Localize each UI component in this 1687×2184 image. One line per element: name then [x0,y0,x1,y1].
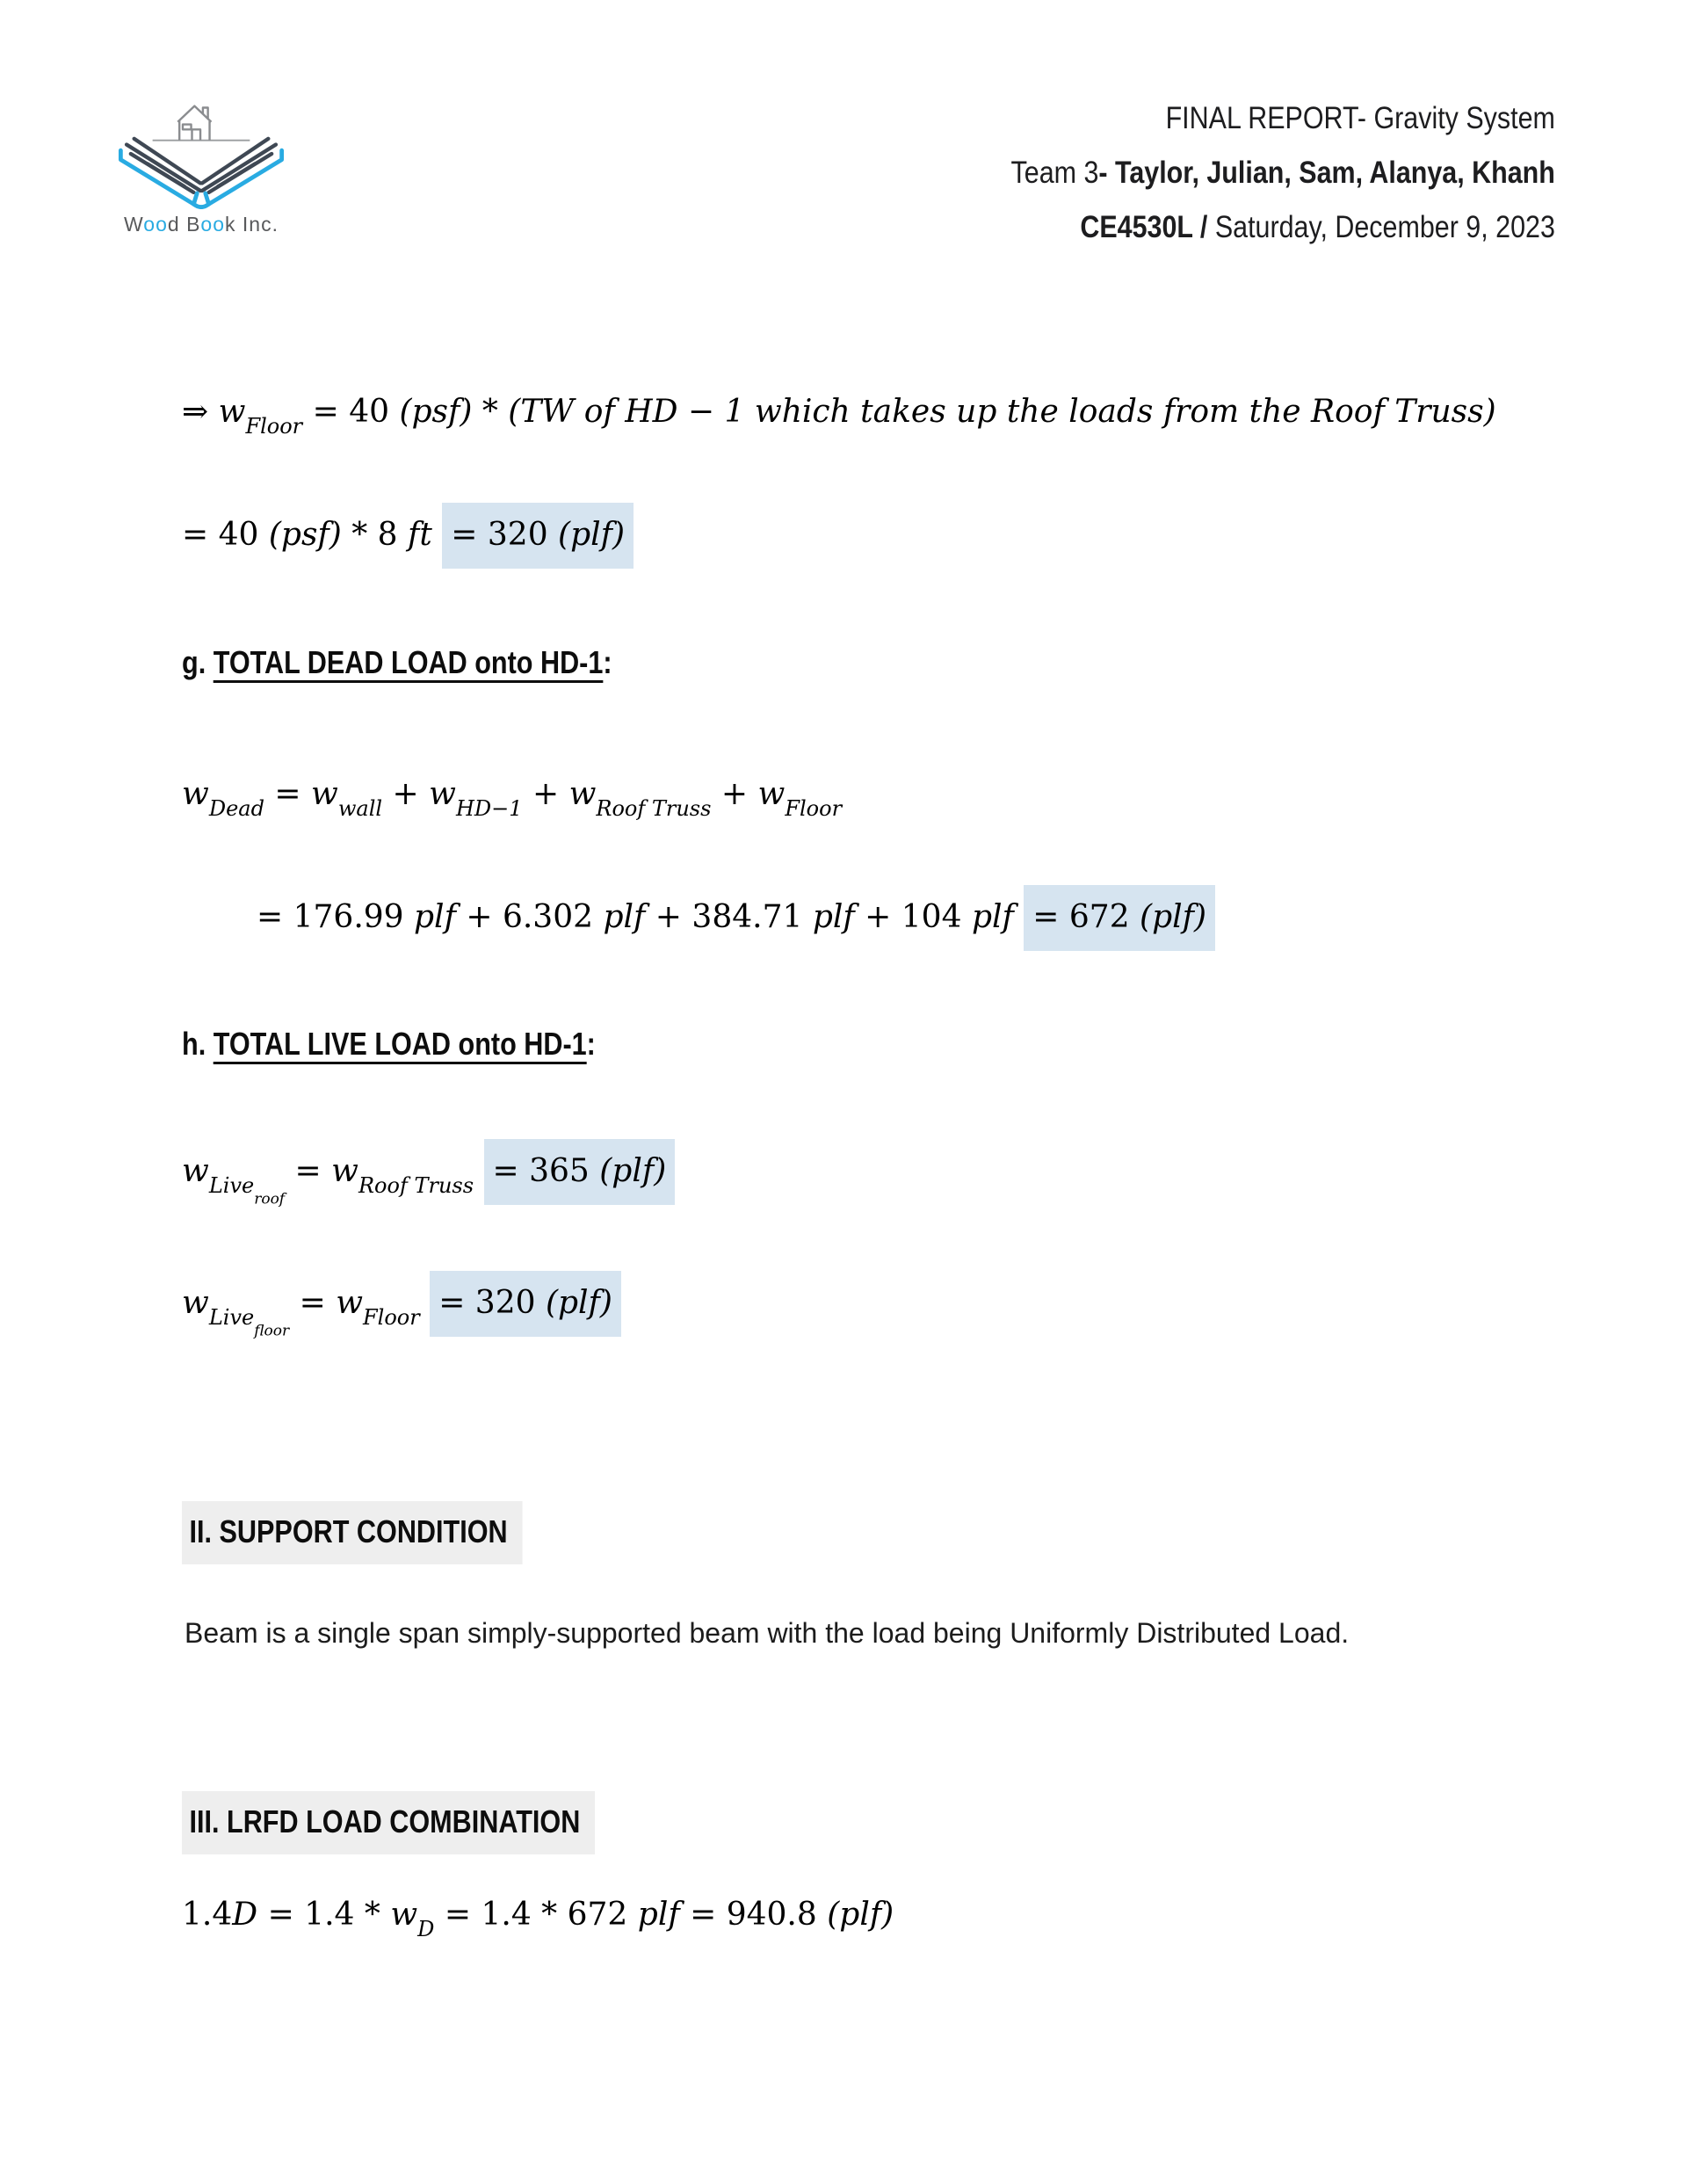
equation-segment: w [311,776,338,812]
equation-segment: = 40 [182,517,269,553]
equation-segment: Roof Truss [358,1173,474,1199]
equation-segment: = 1.4 * [257,1897,391,1933]
lrfd-combination-equation [182,1897,894,1941]
equation-segment: = 365 [492,1153,600,1189]
equation-segment: plf [637,1897,680,1933]
equation-segment: w [182,1285,209,1321]
equation-segment: (psf) [399,394,473,430]
equation-segment: wall [337,796,383,822]
equation-segment: = [289,1285,337,1321]
highlighted-result [484,1139,676,1205]
equation-segment: Floor [245,414,303,439]
equation-segment: floor [254,1322,290,1340]
equation-segment: = 40 [302,394,400,430]
equation-segment: (plf) [545,1285,612,1321]
logo-letter: k Inc. [225,213,279,236]
logo-letter: W [124,213,144,236]
equation-segment: + 6.302 [455,899,604,935]
equation-segment: Floor [785,796,843,822]
equation-segment: = 1.4 * 672 [434,1897,638,1933]
equation-segment: = [264,776,312,812]
report-title: FINAL REPORT- Gravity System [1165,101,1555,135]
equation-segment: Live [208,1305,255,1331]
team-line: Team 3- Taylor, Julian, Sam, Alanya, Khanh [1010,156,1555,190]
support-condition-heading: II. SUPPORT CONDITION [182,1501,523,1564]
equation-segment: = [285,1153,332,1189]
equation-segment: D [232,1897,258,1933]
logo-letter: d B [167,213,201,236]
equation-segment: 1.4 [182,1897,233,1933]
equation-segment: + [522,776,569,812]
equation-segment: plf [603,899,646,935]
equation-segment: D [417,1917,435,1942]
equation-segment [474,1153,483,1189]
highlighted-result [1024,885,1215,951]
equation-segment: w [390,1897,418,1933]
live-roof-equation [182,1153,675,1208]
equation-segment: (TW of HD − 1 which takes up the loads from the Roof Truss) [508,394,1496,430]
company-logo [107,98,295,236]
equation-segment: w [182,1153,209,1189]
logo-letter: oo [143,213,168,236]
floor-load-equation [182,394,1496,439]
equation-segment: + [382,776,430,812]
equation-segment: (plf) [558,517,626,553]
equation-segment: (plf) [827,1897,894,1933]
equation-segment: = 940.8 [679,1897,828,1933]
equation-segment: w [757,776,786,812]
equation-segment: Dead [208,796,264,822]
equation-segment: = 176.99 [257,899,415,935]
live-floor-equation [182,1285,621,1340]
equation-segment: w [331,1153,358,1189]
equation-segment: roof [254,1190,286,1208]
equation-segment [420,1285,430,1321]
dead-load-total-equation [257,899,1215,935]
equation-segment: (plf) [599,1153,667,1189]
equation-segment: w [568,776,597,812]
floor-load-value-equation [182,517,634,553]
equation-segment: Roof Truss [596,796,712,822]
equation-segment [432,517,442,553]
equation-segment: plf [414,899,456,935]
course-date-line: CE4530L / Saturday, December 9, 2023 [1080,210,1555,244]
equation-segment: plf [812,899,855,935]
equation-segment: w [182,776,209,812]
equation-segment: + 104 [854,899,972,935]
equation-segment [1014,899,1024,935]
equation-segment: plf [971,899,1014,935]
equation-segment: w [336,1285,364,1321]
equation-segment: w [429,776,456,812]
dead-load-heading: g. TOTAL DEAD LOAD onto HD-1: [182,644,612,680]
equation-segment: ⇒ [182,394,219,430]
logo-letter: oo [200,213,226,236]
highlighted-result [430,1271,621,1337]
equation-segment: * 8 [341,517,409,553]
equation-segment: w [218,394,246,430]
equation-segment: + [711,776,758,812]
lrfd-combination-heading: III. LRFD LOAD COMBINATION [182,1791,595,1854]
logo-company-name [107,213,295,236]
highlighted-result [442,503,634,569]
equation-segment: Floor [363,1305,420,1331]
equation-segment: = 320 [451,517,559,553]
support-condition-text: Beam is a single span simply-supported beam with the load being Uniformly Distributed Load. [185,1617,1350,1649]
equation-segment: ft [408,517,432,553]
equation-segment: (plf) [1140,899,1207,935]
equation-segment: HD−1 [455,796,523,822]
logo-book-house-icon [109,98,293,209]
equation-segment: = 672 [1032,899,1140,935]
dead-load-sum-equation [182,776,842,821]
report-header [1011,91,1555,255]
equation-segment: = 320 [438,1285,546,1321]
live-load-heading: h. TOTAL LIVE LOAD onto HD-1: [182,1026,596,1062]
equation-segment: Live [208,1173,255,1199]
equation-segment: + 384.71 [645,899,813,935]
equation-segment: * [472,394,509,430]
equation-segment: (psf) [268,517,342,553]
